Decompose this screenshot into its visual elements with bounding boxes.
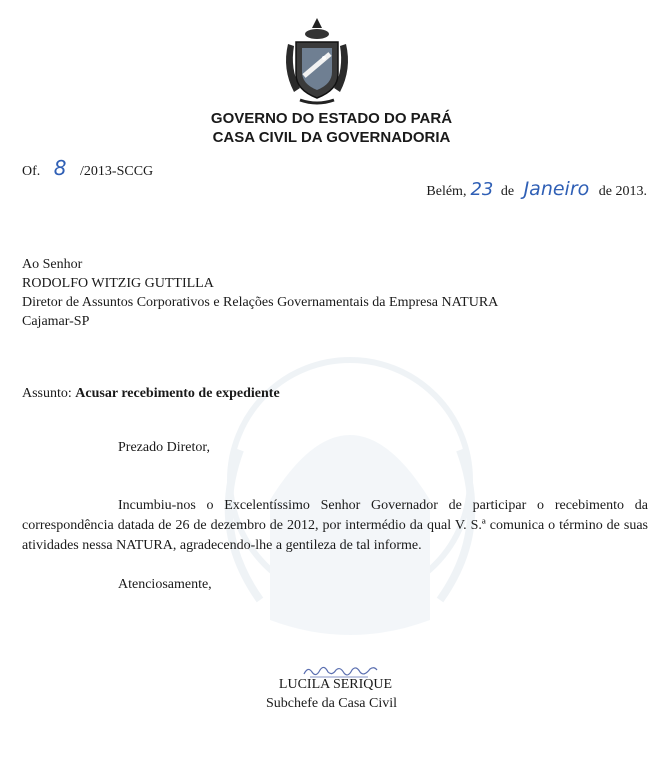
date-de-2: de [598, 184, 612, 199]
date-month-handwritten: Janeiro [523, 178, 590, 200]
recipient-role: Diretor de Assuntos Corporativos e Relações Governamentais da Empresa NATURA [22, 295, 499, 310]
recipient-name: RODOLFO WITZIG GUTTILLA [22, 276, 214, 291]
date-year: 2013. [615, 184, 647, 199]
date-de-1: de [500, 184, 515, 199]
reference-prefix: Of. [22, 164, 41, 179]
state-coat-of-arms-icon [280, 14, 354, 106]
signer-title: Subchefe da Casa Civil [265, 696, 398, 711]
date-day-handwritten: 23 [470, 179, 494, 200]
reference-suffix: /2013-SCCG [80, 164, 154, 179]
office-reference [22, 156, 153, 180]
body-text: Incumbiu-nos o Excelentíssimo Senhor Governador de participar o recebimento da correspondência datada de 26 de dezembro de 2012, por intermédio da qual V. S.ª comunica o término de suas atividades nessa NATURA, agradecendo-lhe a gentileza de tal informe. [22, 498, 648, 553]
header-government: GOVERNO DO ESTADO DO PARÁ [210, 110, 453, 127]
closing: Atenciosamente, [118, 577, 212, 592]
watermark-seal [200, 330, 500, 660]
greeting: Prezado Diretor, [118, 440, 210, 455]
reference-number-handwritten: 8 [53, 156, 67, 180]
header-casa-civil: CASA CIVIL DA GOVERNADORIA [212, 129, 451, 146]
date-line [426, 178, 647, 200]
subject-text: Acusar recebimento de expediente [75, 386, 280, 401]
signer-name: LUCILA SERIQUE [278, 677, 393, 692]
subject-line [22, 386, 280, 402]
body-paragraph [22, 496, 648, 556]
date-city: Belém, [426, 184, 467, 199]
subject-label: Assunto: [22, 386, 72, 401]
recipient-location: Cajamar-SP [22, 314, 90, 329]
recipient-salutation: Ao Senhor [22, 257, 83, 272]
